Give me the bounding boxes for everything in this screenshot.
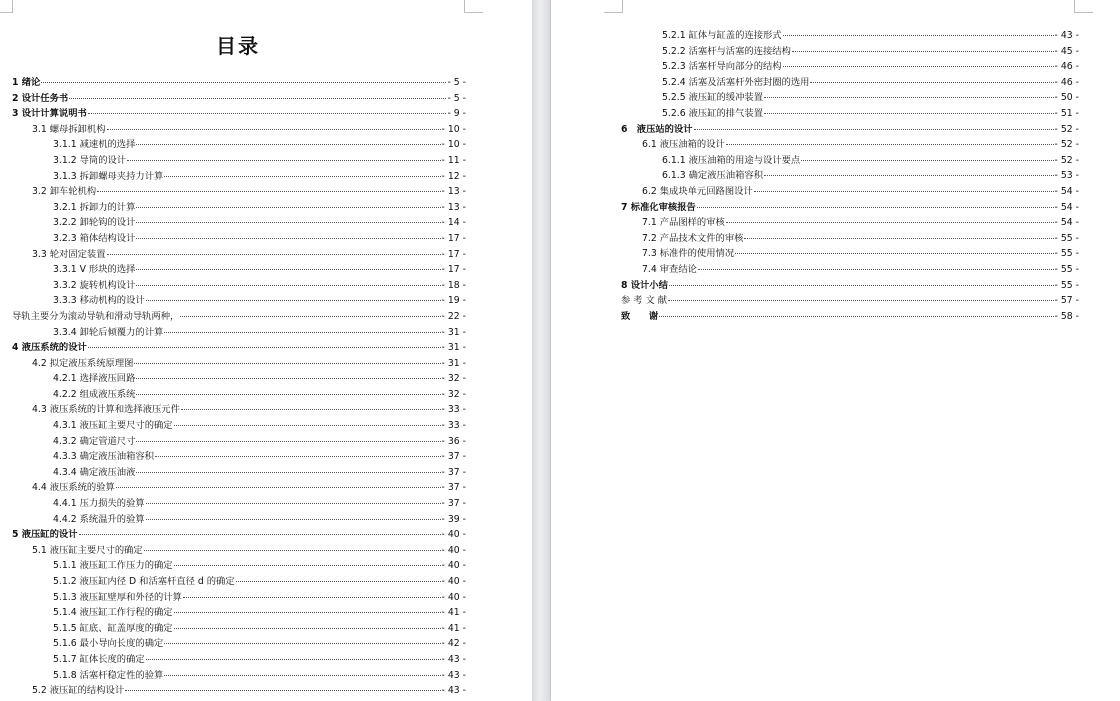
toc-entry[interactable] — [0, 418, 466, 434]
toc-leader-dots — [164, 176, 440, 177]
toc-entry-page-number: - 41 - — [441, 607, 466, 619]
toc-entry-page-number: - 43 - — [441, 685, 466, 697]
toc-entry-page-number: - 13 - — [441, 186, 466, 198]
toc-entry-page-number: - 45 - — [1054, 45, 1079, 57]
toc-entry[interactable] — [0, 558, 466, 574]
toc-entry[interactable] — [551, 184, 1079, 200]
toc-entry-page-number: - 18 - — [441, 279, 466, 291]
toc-entry-page-number: - 33 - — [441, 404, 466, 416]
toc-entry-label: 5.1.1 液压缸工作压力的确定 — [53, 560, 173, 572]
toc-entry-page-number: - 39 - — [441, 513, 466, 525]
toc-entry[interactable] — [551, 262, 1079, 278]
toc-entry-page-number: - 17 - — [441, 264, 466, 276]
toc-entry-label: 4.2 拟定液压系统原理图 — [32, 357, 134, 369]
toc-list-right — [551, 28, 1120, 324]
toc-leader-dots — [134, 363, 440, 364]
toc-leader-dots — [174, 425, 441, 426]
toc-entry[interactable] — [0, 543, 466, 559]
toc-entry[interactable] — [0, 137, 466, 153]
toc-leader-dots — [764, 175, 1054, 176]
toc-entry-label: 6 液压站的设计 — [621, 123, 693, 135]
toc-leader-dots — [164, 332, 440, 333]
toc-leader-dots — [669, 285, 1054, 286]
toc-entry-label: 5.2.5 液压缸的缓冲装置 — [662, 92, 763, 104]
toc-entry-label: 5.2.3 活塞杆导向部分的结构 — [662, 61, 782, 73]
toc-entry-label: 5.1.4 液压缸工作行程的确定 — [53, 607, 173, 619]
toc-entry-page-number: - 46 - — [1054, 76, 1079, 88]
toc-entry-page-number: - 46 - — [1054, 61, 1079, 73]
toc-entry[interactable] — [0, 106, 466, 122]
toc-entry[interactable] — [0, 387, 466, 403]
toc-leader-dots — [164, 643, 440, 644]
margin-corner-mark — [0, 0, 13, 13]
toc-leader-dots — [144, 550, 441, 551]
toc-entry-page-number: - 37 - — [441, 482, 466, 494]
toc-entry-label: 3.3 轮对固定装置 — [32, 248, 106, 260]
toc-entry[interactable] — [0, 512, 466, 528]
toc-leader-dots — [125, 690, 440, 691]
toc-entry-page-number: - 12 - — [441, 170, 466, 182]
toc-entry-label: 3.3.3 移动机构的设计 — [53, 295, 145, 307]
toc-leader-dots — [183, 597, 441, 598]
toc-leader-dots — [146, 519, 441, 520]
toc-entry[interactable] — [551, 75, 1079, 91]
toc-entry[interactable] — [551, 309, 1079, 325]
toc-leader-dots — [744, 238, 1053, 239]
toc-entry-page-number: - 36 - — [441, 435, 466, 447]
toc-entry-page-number: - 17 - — [441, 232, 466, 244]
toc-entry[interactable] — [0, 449, 466, 465]
toc-entry-page-number: - 31 - — [441, 342, 466, 354]
toc-leader-dots — [164, 675, 440, 676]
toc-entry-label: 5.1.7 缸体长度的确定 — [53, 653, 145, 665]
toc-entry[interactable] — [0, 247, 466, 263]
toc-entry-label: 3.3.1 V 形块的选择 — [53, 264, 136, 276]
toc-entry-label: 4.4.1 压力损失的验算 — [53, 498, 145, 510]
toc-leader-dots — [116, 487, 441, 488]
toc-entry-page-number: - 54 - — [1054, 185, 1079, 197]
toc-entry-label: 5.1.2 液压缸内径 D 和活塞杆直径 d 的确定 — [53, 576, 235, 587]
toc-entry[interactable] — [0, 278, 466, 294]
toc-entry-page-number: - 5 - — [447, 92, 466, 104]
toc-entry-label: 4.3.1 液压缸主要尺寸的确定 — [53, 420, 173, 432]
toc-entry-page-number: - 32 - — [441, 373, 466, 385]
toc-entry-label: 5 液压缸的设计 — [12, 529, 78, 541]
toc-entry[interactable] — [551, 231, 1079, 247]
toc-entry-label: 5.1 液压缸主要尺寸的确定 — [32, 544, 143, 556]
toc-leader-dots — [136, 285, 440, 286]
toc-entry[interactable] — [0, 75, 466, 91]
toc-entry[interactable] — [0, 153, 466, 169]
toc-entry-label: 6.1.1 液压油箱的用途与设计要点 — [662, 154, 801, 166]
toc-entry[interactable] — [0, 652, 466, 668]
toc-entry-label: 6.1.3 确定液压油箱容积 — [662, 170, 763, 182]
toc-leader-dots — [136, 144, 440, 145]
toc-entry-page-number: - 40 - — [441, 529, 466, 541]
toc-entry-label: 2 设计任务书 — [12, 92, 69, 104]
toc-entry[interactable] — [551, 59, 1079, 75]
toc-entry[interactable] — [0, 293, 466, 309]
toc-entry[interactable] — [551, 122, 1079, 138]
toc-entry-page-number: - 51 - — [1054, 107, 1079, 119]
toc-entry-label: 1 绪论 — [12, 77, 41, 88]
toc-entry-page-number: - 42 - — [441, 638, 466, 650]
toc-entry-page-number: - 53 - — [1054, 170, 1079, 182]
toc-leader-dots — [810, 82, 1053, 83]
toc-entry-label: 4.3.2 确定管道尺寸 — [53, 435, 136, 447]
toc-entry-label: 5.2.4 活塞及活塞杆外密封圈的选用 — [662, 76, 810, 88]
toc-entry[interactable] — [0, 434, 466, 450]
toc-entry-label: 3.2.2 卸轮钩的设计 — [53, 217, 136, 229]
toc-entry-label: 6.2 集成块单元回路图设计 — [642, 185, 753, 197]
toc-leader-dots — [146, 300, 441, 301]
toc-entry-label: 7 标准化审核报告 — [621, 201, 696, 213]
toc-leader-dots — [764, 113, 1054, 114]
toc-entry[interactable] — [551, 28, 1079, 44]
toc-entry[interactable] — [0, 91, 466, 107]
toc-entry[interactable] — [551, 106, 1079, 122]
toc-entry-page-number: - 40 - — [441, 544, 466, 556]
toc-entry-label: 3.2 卸车轮机构 — [32, 186, 97, 198]
toc-entry[interactable] — [0, 371, 466, 387]
toc-leader-dots — [107, 129, 441, 130]
document-page-right — [551, 0, 1120, 701]
toc-leader-dots — [136, 238, 440, 239]
toc-entry-page-number: - 50 - — [1054, 92, 1079, 104]
toc-entry-page-number: - 43 - — [441, 669, 466, 681]
toc-leader-dots — [136, 222, 440, 223]
toc-entry-page-number: - 10 - — [441, 139, 466, 151]
toc-entry-page-number: - 40 - — [441, 560, 466, 572]
toc-leader-dots — [146, 503, 441, 504]
toc-entry-page-number: - 54 - — [1054, 201, 1079, 213]
toc-entry-label: 5.1.3 液压缸壁厚和外径的计算 — [53, 591, 182, 603]
toc-entry[interactable] — [0, 184, 466, 200]
toc-leader-dots — [107, 254, 441, 255]
toc-leader-dots — [181, 409, 441, 410]
toc-leader-dots — [180, 316, 440, 317]
toc-entry-label: 5.2.1 缸体与缸盖的连接形式 — [662, 30, 782, 41]
toc-entry-page-number: - 37 - — [441, 451, 466, 463]
toc-entry-label: 3.1 螺母拆卸机构 — [32, 123, 106, 135]
toc-entry-page-number: - 41 - — [441, 622, 466, 634]
toc-leader-dots — [136, 269, 440, 270]
toc-entry-page-number: - 17 - — [441, 248, 466, 260]
toc-entry-label: 7.2 产品技术文件的审核 — [642, 232, 744, 244]
toc-entry-label: 5.2.6 液压缸的排气装置 — [662, 107, 763, 119]
toc-entry[interactable] — [0, 668, 466, 684]
toc-entry-page-number: - 55 - — [1054, 232, 1079, 244]
toc-entry-page-number: - 40 - — [441, 576, 466, 587]
toc-leader-dots — [136, 207, 440, 208]
toc-entry[interactable] — [0, 215, 466, 231]
toc-leader-dots — [155, 456, 441, 457]
toc-leader-dots — [236, 581, 441, 582]
toc-entry-page-number: - 55 - — [1054, 263, 1079, 275]
toc-entry[interactable] — [551, 200, 1079, 216]
toc-entry-label: 5.2.2 活塞杆与活塞的连接结构 — [662, 45, 791, 57]
toc-leader-dots — [41, 82, 446, 83]
toc-leader-dots — [127, 160, 440, 161]
toc-entry-page-number: - 43 - — [1054, 30, 1079, 41]
toc-entry[interactable] — [0, 605, 466, 621]
toc-leader-dots — [783, 35, 1054, 36]
toc-entry[interactable] — [0, 122, 466, 138]
toc-leader-dots — [136, 441, 440, 442]
toc-entry-label: 6.1 液压油箱的设计 — [642, 139, 725, 151]
toc-entry[interactable] — [0, 496, 466, 512]
toc-entry-page-number: - 11 - — [441, 154, 466, 166]
toc-entry[interactable] — [0, 574, 466, 590]
toc-entry-label: 7.4 审查结论 — [642, 263, 697, 275]
toc-entry[interactable] — [0, 325, 466, 341]
toc-leader-dots — [764, 97, 1054, 98]
toc-entry-page-number: - 19 - — [441, 295, 466, 307]
toc-entry-page-number: - 52 - — [1054, 123, 1079, 135]
toc-entry[interactable] — [0, 340, 466, 356]
toc-entry-page-number: - 33 - — [441, 420, 466, 432]
toc-leader-dots — [136, 472, 440, 473]
toc-entry-label: 3.1.3 拆卸螺母夹持力计算 — [53, 170, 164, 182]
toc-leader-dots — [69, 98, 446, 99]
toc-entry[interactable] — [551, 90, 1079, 106]
margin-corner-mark — [604, 0, 623, 13]
margin-corner-mark — [1074, 0, 1093, 13]
toc-entry-label: 4.4 液压系统的验算 — [32, 482, 115, 494]
toc-leader-dots — [136, 394, 440, 395]
toc-entry[interactable] — [0, 356, 466, 372]
document-page-left — [0, 0, 532, 701]
toc-entry-page-number: - 32 - — [441, 388, 466, 400]
toc-entry-label: 3.2.3 箱体结构设计 — [53, 232, 136, 244]
toc-leader-dots — [174, 565, 441, 566]
toc-entry-label: 4 液压系统的设计 — [12, 342, 87, 354]
toc-entry-page-number: - 9 - — [447, 108, 466, 120]
toc-entry-label: 3.3.4 卸轮后倾覆力的计算 — [53, 326, 164, 338]
toc-entry[interactable] — [551, 246, 1079, 262]
toc-leader-dots — [88, 347, 441, 348]
toc-entry-page-number: - 22 - — [441, 310, 466, 322]
toc-leader-dots — [694, 129, 1054, 130]
toc-entry[interactable] — [0, 636, 466, 652]
toc-entry[interactable] — [0, 200, 466, 216]
toc-leader-dots — [97, 191, 440, 192]
toc-entry-page-number: - 55 - — [1054, 248, 1079, 260]
margin-corner-mark — [464, 0, 483, 13]
toc-entry-label: 3.3.2 旋转机构设计 — [53, 279, 136, 291]
toc-entry-label: 7.3 标准件的使用情况 — [642, 248, 735, 260]
toc-entry[interactable] — [0, 621, 466, 637]
toc-entry[interactable] — [0, 590, 466, 606]
toc-entry[interactable] — [551, 44, 1079, 60]
toc-entry-label: 5.2 液压缸的结构设计 — [32, 685, 125, 697]
toc-leader-dots — [79, 534, 441, 535]
toc-entry[interactable] — [551, 137, 1079, 153]
toc-entry-label: 5.1.6 最小导向长度的确定 — [53, 638, 164, 650]
toc-entry[interactable] — [0, 527, 466, 543]
toc-leader-dots — [659, 316, 1053, 317]
toc-entry-label: 3.2.1 拆卸力的计算 — [53, 201, 136, 213]
toc-entry-page-number: - 40 - — [441, 591, 466, 603]
toc-leader-dots — [783, 66, 1054, 67]
toc-entry-page-number: - 52 - — [1054, 154, 1079, 166]
toc-leader-dots — [698, 269, 1054, 270]
toc-entry-label: 致 谢 — [621, 310, 659, 322]
toc-entry-label: 3 设计计算说明书 — [12, 108, 87, 120]
toc-entry[interactable] — [0, 231, 466, 247]
toc-entry-page-number: - 31 - — [441, 357, 466, 369]
toc-entry-page-number: - 5 - — [447, 77, 466, 88]
toc-entry[interactable] — [0, 465, 466, 481]
toc-entry[interactable] — [0, 169, 466, 185]
toc-entry-label: 4.3.3 确定液压油箱容积 — [53, 451, 154, 463]
toc-entry-page-number: - 54 - — [1054, 217, 1079, 229]
toc-entry-label: 4.4.2 系统温升的验算 — [53, 513, 145, 525]
toc-entry-page-number: - 43 - — [441, 653, 466, 665]
toc-leader-dots — [735, 253, 1053, 254]
toc-leader-dots — [146, 659, 441, 660]
toc-leader-dots — [801, 160, 1053, 161]
toc-entry-label: 8 设计小结 — [621, 279, 668, 291]
toc-entry-page-number: - 37 - — [441, 498, 466, 510]
toc-title: 目录 — [216, 34, 260, 58]
toc-entry[interactable] — [551, 168, 1079, 184]
toc-entry[interactable] — [0, 402, 466, 418]
toc-entry-page-number: - 37 - — [441, 466, 466, 478]
toc-leader-dots — [726, 144, 1054, 145]
toc-entry[interactable] — [551, 215, 1079, 231]
toc-entry-page-number: - 57 - — [1054, 295, 1079, 307]
toc-entry-page-number: - 55 - — [1054, 279, 1079, 291]
toc-entry-label: 4.2.1 选择液压回路 — [53, 373, 136, 385]
toc-list-left — [0, 75, 466, 699]
toc-leader-dots — [792, 51, 1054, 52]
toc-entry-label: 3.1.1 减速机的选择 — [53, 139, 136, 151]
toc-entry-label: 4.3 液压系统的计算和选择液压元件 — [32, 404, 180, 416]
toc-entry[interactable] — [551, 278, 1079, 294]
page-gap — [532, 0, 551, 701]
toc-leader-dots — [174, 612, 441, 613]
toc-leader-dots — [697, 207, 1054, 208]
toc-entry-label: 5.1.5 缸底、缸盖厚度的确定 — [53, 622, 173, 634]
toc-leader-dots — [668, 300, 1053, 301]
toc-entry-page-number: - 13 - — [441, 201, 466, 213]
toc-entry[interactable] — [0, 480, 466, 496]
toc-entry-label: 7.1 产品图样的审核 — [642, 217, 725, 229]
toc-entry-label: 3.1.2 导筒的设计 — [53, 154, 127, 166]
toc-leader-dots — [754, 191, 1054, 192]
toc-entry-label: 5.1.8 活塞杆稳定性的验算 — [53, 669, 164, 681]
toc-entry[interactable] — [0, 262, 466, 278]
toc-leader-dots — [136, 378, 440, 379]
toc-entry-label: 导轨主要分为滚动导轨和滑动导轨两种， — [12, 310, 180, 322]
toc-entry-page-number: - 31 - — [441, 326, 466, 338]
toc-entry-page-number: - 58 - — [1054, 310, 1079, 322]
toc-leader-dots — [88, 113, 447, 114]
toc-entry[interactable] — [0, 683, 466, 699]
toc-leader-dots — [726, 222, 1054, 223]
toc-entry-label: 4.3.4 确定液压油液 — [53, 466, 136, 478]
toc-entry-label: 参 考 文 献 — [621, 295, 668, 307]
toc-leader-dots — [174, 628, 441, 629]
toc-entry[interactable] — [0, 309, 466, 325]
toc-entry-page-number: - 10 - — [441, 123, 466, 135]
toc-entry[interactable] — [551, 293, 1079, 309]
toc-entry-page-number: - 52 - — [1054, 139, 1079, 151]
toc-entry-label: 4.2.2 组成液压系统 — [53, 388, 136, 400]
toc-entry[interactable] — [551, 153, 1079, 169]
toc-entry-page-number: - 14 - — [441, 217, 466, 229]
